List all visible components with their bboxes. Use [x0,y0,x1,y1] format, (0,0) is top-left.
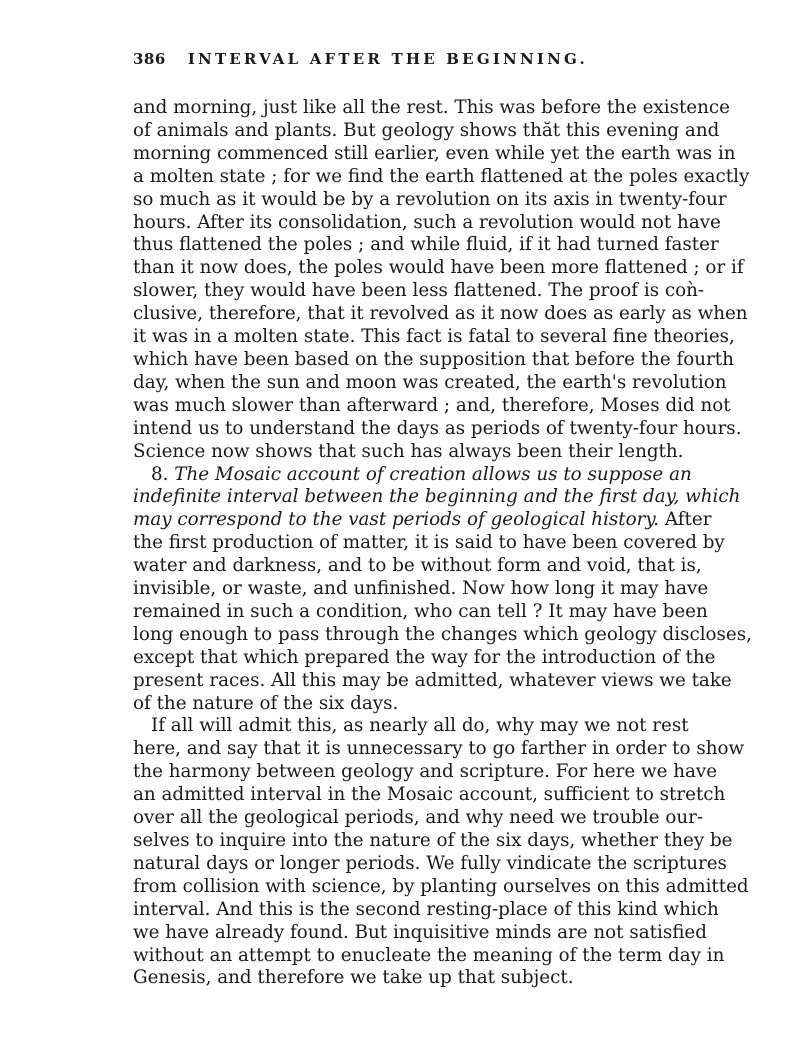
text-line [133,921,707,945]
line-text: invisible, or waste, and unfinished. Now how long it may have [133,578,709,600]
line-text: morning commenced still earlier, even while yet the earth was in [133,142,736,164]
italic-text: may correspond to the vast periods of geological history. [133,509,660,531]
line-text: over all the geological periods, and why need we trouble our- [133,807,704,829]
line-text: hours. After its consolidation, such a revolution would not have [133,211,721,233]
line-text: water and darkness, and to be without form and void, that is, [133,555,702,577]
line-text: slower, they would have been less flattened. The proof is coǹ- [133,280,705,302]
text-line [133,417,742,441]
text-line [133,944,725,968]
line-text: here, and say that it is unnecessary to go farther in order to show [133,738,745,760]
text-line [133,257,744,280]
line-text: which have been based on the supposition that before the fourth [133,348,734,370]
line-text: natural days or longer periods. We fully vindicate the scriptures [133,852,727,874]
text-line [133,211,721,235]
line-text: except that which prepared the way for the introduction of the [133,646,716,668]
line-text: it was in a molten state. This fact is fatal to several fine theories, [133,326,735,348]
line-text: from collision with science, by planting ourselves on this admitted [133,875,749,897]
page-number: 386 [133,50,166,68]
text-line [133,830,733,853]
line-text: so much as it would be by a revolution on its axis in twenty-four [133,188,727,210]
line-text: a molten state ; for we find the earth flattened at the poles exactly [133,165,750,187]
running-title: INTERVAL AFTER THE BEGINNING. [187,50,588,68]
text-line [133,303,748,326]
line-text: day, when the sun and moon was created, the earth's revolution [133,371,727,393]
text-line [133,394,731,418]
line-text: than it now does, the poles would have been more flattened ; or if [133,257,744,279]
line-text: clusive, therefore, that it revolved as it now does as early as when [133,303,748,325]
line-text: was much slower than afterward ; and, therefore, Moses did not [133,394,731,416]
text-line [133,532,725,555]
text-line [133,234,719,257]
text-line [133,555,702,578]
line-text: the harmony between geology and scripture. For here we have [133,761,718,783]
text-line [133,119,720,143]
text-line [133,898,719,922]
text-line [133,97,730,120]
line-text: remained in such a condition, who can tell ? It may have been [133,600,708,622]
line-text: Genesis, and therefore we take up that subject. [133,967,574,989]
text-line [133,188,727,212]
text-line [133,348,734,372]
text-line [133,280,705,303]
text-line [133,142,736,166]
text-line [133,326,735,349]
line-text: After [659,509,712,531]
line-text: of animals and plants. But geology shows thăt this evening and [133,119,720,141]
text-line [133,623,752,647]
text-line [133,784,726,807]
text-line [133,669,732,693]
text-line [133,852,727,876]
text-line [133,463,692,487]
text-line [133,761,718,784]
text-line [133,509,712,532]
text-line [133,738,745,761]
text-line [133,486,741,509]
running-header [133,50,673,68]
line-text: Science now shows that such has always been their length. [133,440,684,462]
line-text: intend us to understand the days as periods of twenty-four hours. [133,417,742,439]
text-line [133,440,684,464]
text-line [133,693,673,716]
text-line [133,967,673,990]
text-line [133,715,689,738]
line-text: interval. And this is the second resting-place of this kind which [133,898,719,920]
line-text: If all will admit this, as nearly all do, why may we not rest [151,715,689,737]
text-line [133,371,727,395]
italic-text: indefinite interval between the beginning and the first day, which [133,486,741,508]
text-line [133,646,716,670]
line-text: selves to inquire into the nature of the six days, whether they be [133,830,733,851]
text-line [133,578,709,601]
line-text: of the nature of the six days. [133,692,399,714]
text-line [133,165,750,189]
section-number: 8. [151,463,175,485]
line-text: long enough to pass through the changes which geology discloses, [133,623,752,645]
italic-text: The Mosaic account of creation allows us to suppose an [174,463,692,485]
line-text: present races. All this may be admitted, whatever views we take [133,669,732,691]
line-text: an admitted interval in the Mosaic account, sufficient to stretch [133,784,726,806]
text-line [133,807,704,830]
text-line [133,600,708,624]
text-line [133,875,749,899]
line-text: and morning, just like all the rest. This was before the existence [133,97,730,118]
line-text: thus flattened the poles ; and while fluid, if it had turned faster [133,234,719,256]
line-text: without an attempt to enucleate the meaning of the term day in [133,944,725,966]
line-text: the first production of matter, it is said to have been covered by [133,532,725,554]
line-text: we have already found. But inquisitive minds are not satisfied [133,921,707,943]
body-text [133,97,752,990]
